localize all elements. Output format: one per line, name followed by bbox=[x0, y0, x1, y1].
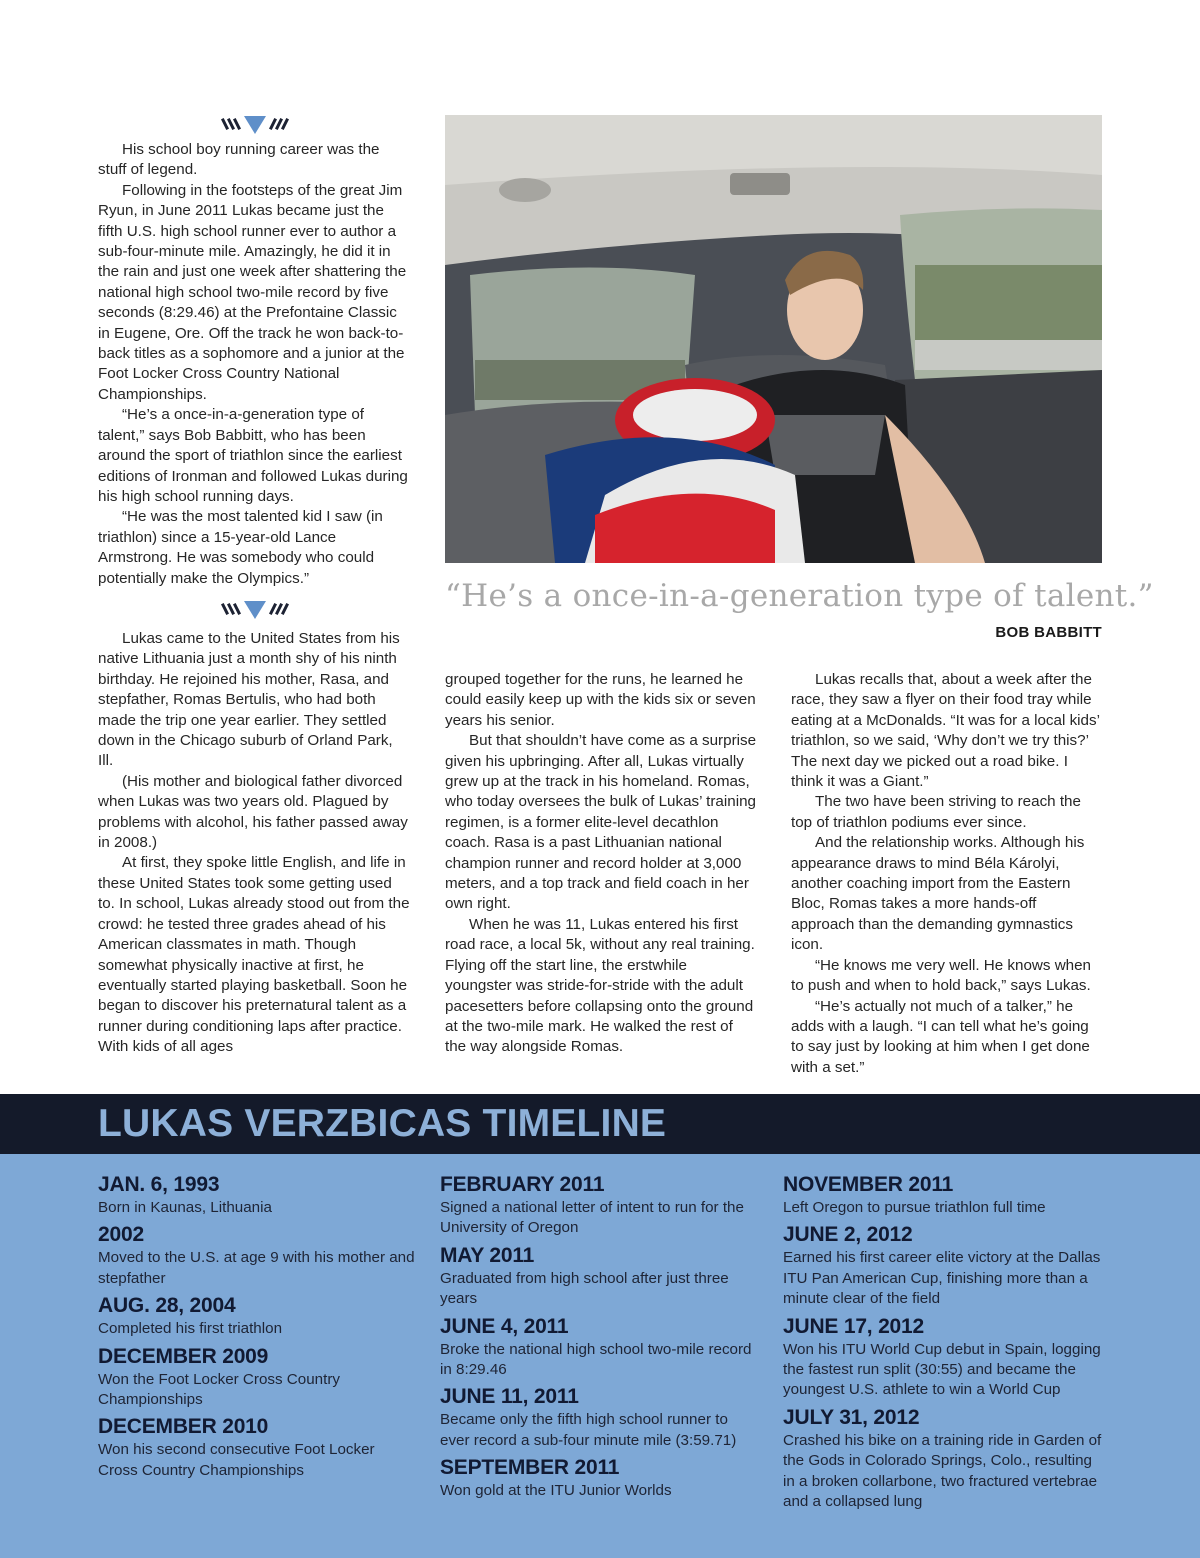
timeline-description: Signed a national letter of intent to run for the University of Oregon bbox=[440, 1199, 744, 1237]
paragraph: “He’s a once-in-a-generation type of talent,” says Bob Babbitt, who has been around the sport of triathlon since the earliest editions of Ironman and followed Lukas during his high school running days. bbox=[98, 406, 408, 505]
timeline-description: Graduated from high school after just three years bbox=[440, 1269, 729, 1308]
timeline-date: NOVEMBER 2011 bbox=[783, 1173, 954, 1196]
article-column-2 bbox=[445, 670, 757, 1058]
timeline-description: Moved to the U.S. at age 9 with his mother and stepfather bbox=[98, 1249, 415, 1287]
timeline-entry bbox=[440, 1172, 760, 1239]
timeline-entry bbox=[783, 1222, 1103, 1309]
section-divider-icon bbox=[220, 114, 290, 134]
paragraph: But that shouldn’t have come as a surprise given his upbringing. After all, Lukas virtually grew up at the track in his homeland. Romas, who today oversees the bulk of Lukas’ training regimen, is a former elite-level decathlon coach. Rasa is a past Lithuanian national champion runner and record holder at 3,000 meters, and a top track and field coach in her own right. bbox=[445, 732, 757, 913]
article-column-3 bbox=[791, 670, 1103, 1078]
section-divider-icon bbox=[220, 599, 290, 619]
timeline-description: Became only the fifth high school runner to ever record a sub-four minute mile (3:59.71) bbox=[440, 1411, 737, 1449]
paragraph: The two have been striving to reach the top of triathlon podiums ever since. bbox=[791, 793, 1081, 831]
timeline-entry bbox=[98, 1414, 418, 1481]
timeline-date: JUNE 4, 2011 bbox=[440, 1314, 569, 1338]
timeline-description: Won his ITU World Cup debut in Spain, logging the fastest run split (30:55) and became the youngest U.S. athlete to win a World Cup bbox=[783, 1340, 1101, 1399]
timeline-entry bbox=[783, 1314, 1103, 1401]
timeline-entry bbox=[98, 1344, 418, 1411]
timeline-date: JULY 31, 2012 bbox=[783, 1405, 920, 1429]
timeline-date: JUNE 11, 2011 bbox=[440, 1385, 579, 1409]
timeline-description: Earned his first career elite victory at the Dallas ITU Pan American Cup, finishing more than a minute clear of the field bbox=[783, 1249, 1101, 1308]
timeline-date: DECEMBER 2010 bbox=[98, 1415, 269, 1439]
timeline-date: JUNE 17, 2012 bbox=[783, 1314, 924, 1338]
timeline-entry bbox=[440, 1384, 760, 1451]
paragraph: (His mother and biological father divorced when Lukas was two years old. Plagued by problems with alcohol, his father passed away in 2008.) bbox=[98, 772, 408, 852]
timeline-entry bbox=[98, 1172, 418, 1218]
timeline-description: Left Oregon to pursue triathlon full time bbox=[783, 1199, 1046, 1216]
timeline-date: DECEMBER 2009 bbox=[98, 1344, 269, 1368]
timeline-header bbox=[0, 1094, 1200, 1154]
timeline-description: Born in Kaunas, Lithuania bbox=[98, 1199, 272, 1216]
timeline-column-1 bbox=[98, 1172, 418, 1485]
timeline-column-3 bbox=[783, 1172, 1103, 1516]
paragraph: At first, they spoke little English, and life in these United States took some getting used to. In school, Lukas already stood out from the crowd: he tested three grades ahead of his American classmates in math. Though somewhat physically inactive at first, he eventually started playing basketball. Soon he began to discover his preternatural talent as a runner during conditioning laps after practice. With kids of all ages bbox=[98, 854, 410, 1056]
timeline-date: SEPTEMBER 2011 bbox=[440, 1456, 620, 1480]
timeline-description: Completed his first triathlon bbox=[98, 1320, 283, 1338]
timeline-column-2 bbox=[440, 1172, 760, 1506]
timeline-entry bbox=[783, 1172, 1103, 1218]
paragraph: And the relationship works. Although his appearance draws to mind Béla Károlyi, another coaching import from the Eastern Bloc, Romas takes a more hands-off approach than the demanding gymnastics icon. bbox=[791, 834, 1085, 954]
timeline-description: Crashed his bike on a training ride in Garden of the Gods in Colorado Springs, Colo., resulting in a broken collarbone, two fractured vertebrae and a collapsed lung bbox=[783, 1431, 1102, 1511]
article-column-1-top bbox=[98, 140, 410, 589]
timeline-entry bbox=[440, 1314, 760, 1381]
timeline-date: JAN. 6, 1993 bbox=[98, 1173, 220, 1196]
paragraph: “He was the most talented kid I saw (in triathlon) since a 15-year-old Lance Armstrong. He was somebody who could potentially make the Olympics.” bbox=[98, 508, 383, 587]
pull-quote: “He’s a once-in-a-generation type of talent.” bbox=[445, 578, 1154, 614]
paragraph: Lukas recalls that, about a week after the race, they saw a flyer on their food tray while eating at a McDonalds. “It was for a local kids’ triathlon, so we said, ‘Why don’t we try this?’ The next day we picked out a road bike. I think it was a Giant.” bbox=[791, 671, 1100, 791]
paragraph: When he was 11, Lukas entered his first road race, a local 5k, without any real training. Flying off the start line, the erstwhile youngster was stride-for-stride with the adult pacesetters before collapsing onto the ground at the two-mile mark. He walked the rest of the way alongside Romas. bbox=[445, 915, 755, 1056]
timeline-date: JUNE 2, 2012 bbox=[783, 1223, 913, 1247]
timeline-date: FEBRUARY 2011 bbox=[440, 1173, 605, 1196]
timeline-entry bbox=[440, 1455, 760, 1501]
timeline-description: Won his second consecutive Foot Locker Cross Country Championships bbox=[98, 1441, 375, 1479]
paragraph: grouped together for the runs, he learned he could easily keep up with the kids six or seven years his senior. bbox=[445, 671, 756, 729]
timeline-date: 2002 bbox=[98, 1223, 144, 1247]
article-photo bbox=[445, 115, 1102, 563]
paragraph: Lukas came to the United States from his native Lithuania just a month shy of his ninth birthday. He rejoined his mother, Rasa, and stepfather, Romas Bertulis, who had both made the trip one year earlier. They settled down in the Chicago suburb of Orland Park, Ill. bbox=[98, 630, 400, 770]
timeline-description: Broke the national high school two-mile record in 8:29.46 bbox=[440, 1340, 752, 1379]
timeline-date: AUG. 28, 2004 bbox=[98, 1294, 236, 1318]
paragraph: Following in the footsteps of the great Jim Ryun, in June 2011 Lukas became just the fifth U.S. high school runner ever to author a sub-four-minute mile. Amazingly, he did it in the rain and just one week after shattering the national high school two-mile record by five seconds (8:29.46) at the Prefontaine Classic in Eugene, Ore. Off the track he won back-to-back titles as a sophomore and a junior at the Foot Locker Cross Country National Championships. bbox=[98, 181, 407, 403]
timeline-description: Won the Foot Locker Cross Country Championships bbox=[98, 1370, 340, 1409]
paragraph: “He’s actually not much of a talker,” he adds with a laugh. “I can tell what he’s going to say just by looking at him when I get done with a set.” bbox=[791, 997, 1090, 1076]
article-column-1-bottom bbox=[98, 629, 410, 1058]
pull-quote-credit: BOB BABBITT bbox=[995, 624, 1102, 641]
paragraph: His school boy running career was the stuff of legend. bbox=[98, 141, 380, 179]
timeline-date: MAY 2011 bbox=[440, 1243, 535, 1267]
timeline-title: LUKAS VERZBICAS TIMELINE bbox=[98, 1102, 667, 1145]
timeline-entry bbox=[440, 1243, 760, 1310]
timeline-entry bbox=[98, 1222, 418, 1289]
paragraph: “He knows me very well. He knows when to push and when to hold back,” says Lukas. bbox=[791, 956, 1092, 995]
timeline-description: Won gold at the ITU Junior Worlds bbox=[440, 1482, 672, 1500]
timeline-body bbox=[0, 1154, 1200, 1558]
timeline-entry bbox=[98, 1293, 418, 1339]
timeline-entry bbox=[783, 1405, 1103, 1513]
